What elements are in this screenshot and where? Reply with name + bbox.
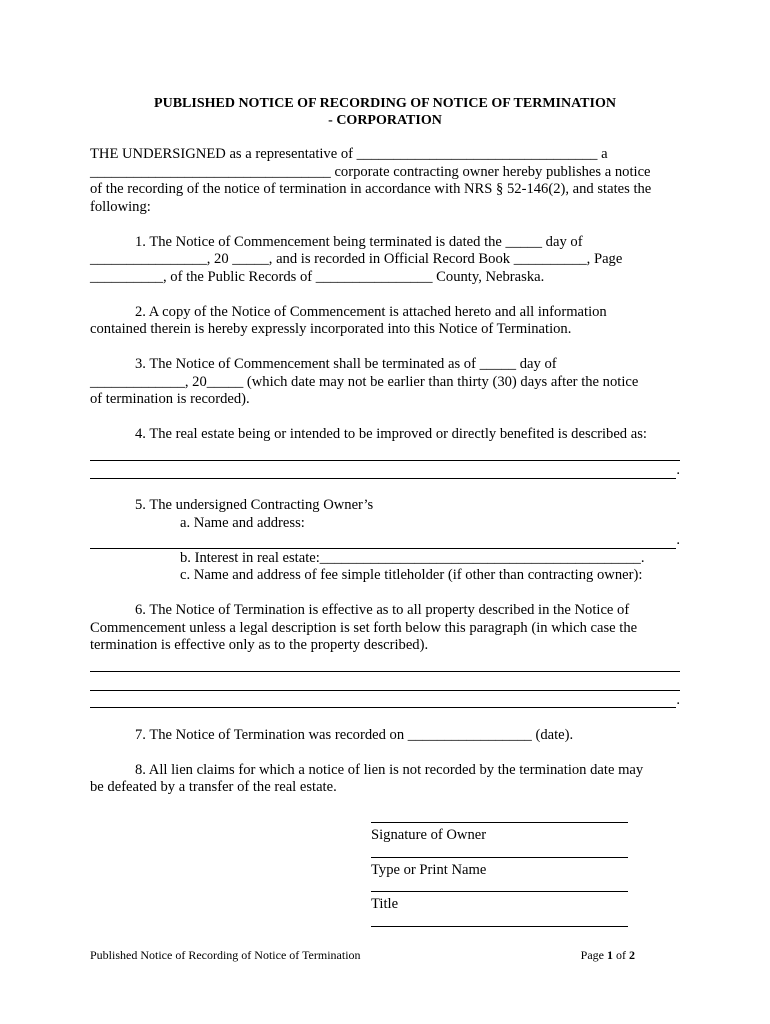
page-indicator — [581, 948, 635, 963]
print-name-label: Type or Print Name — [371, 862, 487, 878]
page-total: 2 — [629, 948, 635, 962]
paragraph-8-line: be defeated by a transfer of the real estate. — [90, 779, 337, 795]
intro-line: of the recording of the notice of termination in accordance with NRS § 52-146(2), and states the — [90, 181, 652, 197]
fill-in-line[interactable] — [90, 462, 680, 480]
paragraph-6-line: termination is effective only as to the property described). — [90, 637, 429, 653]
paragraph-4-line: 4. The real estate being or intended to be improved or directly benefited is described as: — [135, 426, 647, 442]
intro-line: _________________________________ corporate contracting owner hereby publishes a notice — [90, 163, 651, 180]
signature-owner-block[interactable] — [371, 821, 628, 844]
fill-in-line[interactable] — [90, 532, 680, 550]
signature-line[interactable] — [371, 925, 628, 927]
fill-in-line[interactable] — [90, 673, 680, 691]
signature-line[interactable] — [371, 856, 628, 858]
paragraph-5-sub-b: b. Interest in real estate:____________________________________________. — [180, 549, 645, 566]
page-footer — [90, 948, 635, 963]
intro-line: THE UNDERSIGNED as a representative of _________________________________ a — [90, 146, 608, 162]
document-title — [90, 95, 680, 129]
page-prefix: Page — [580, 948, 607, 962]
intro-line: following: — [90, 198, 151, 215]
fill-in-line[interactable] — [90, 444, 680, 462]
fill-in-line[interactable] — [90, 655, 680, 673]
title-line-1: PUBLISHED NOTICE OF RECORDING OF NOTICE OF TERMINATION — [154, 96, 616, 111]
paragraph-3-line: of termination is recorded). — [90, 391, 250, 407]
line-end-period: . — [676, 691, 680, 708]
paragraph-1-line: 1. The Notice of Commencement being terminated is dated the _____ day of — [135, 233, 583, 250]
line-end-period: . — [676, 462, 680, 478]
signature-name-block[interactable] — [371, 856, 628, 879]
signature-title-block[interactable] — [371, 890, 628, 913]
paragraph-5-sub-a: a. Name and address: — [180, 514, 305, 531]
line-end-period: . — [676, 532, 680, 548]
signature-title-line[interactable] — [371, 925, 628, 927]
signature-owner-label: Signature of Owner — [371, 827, 487, 843]
paragraph-5-sub-c: c. Name and address of fee simple titleholder (if other than contracting owner): — [180, 567, 643, 583]
paragraph-3-line: 3. The Notice of Commencement shall be terminated as of _____ day of — [135, 356, 557, 372]
paragraph-6-line: 6. The Notice of Termination is effective as to all property described in the Notice of — [135, 602, 630, 618]
paragraph-8-line: 8. All lien claims for which a notice of lien is not recorded by the termination date may — [135, 761, 644, 778]
document-body — [90, 146, 680, 797]
paragraph-2-line: contained therein is hereby expressly incorporated into this Notice of Termination. — [90, 321, 572, 337]
paragraph-1-line: ________________, 20 _____, and is recorded in Official Record Book __________, Page — [90, 251, 623, 267]
title-line-2: - CORPORATION — [328, 113, 442, 128]
signature-line[interactable] — [371, 821, 628, 823]
page-number: 1 — [607, 948, 613, 962]
paragraph-5-line: 5. The undersigned Contracting Owner’s — [135, 497, 374, 513]
paragraph-1-line: __________, of the Public Records of ________________ County, Nebraska. — [90, 268, 545, 285]
fill-in-line[interactable] — [90, 692, 680, 710]
paragraph-3-line: _____________, 20_____ (which date may not be earlier than thirty (30) days after the notice — [90, 373, 639, 390]
page-of: of — [613, 948, 629, 962]
paragraph-6-line: Commencement unless a legal description is set forth below this paragraph (in which case the — [90, 619, 638, 636]
paragraph-7-line: 7. The Notice of Termination was recorded on _________________ (date). — [135, 726, 574, 743]
footer-document-title: Published Notice of Recording of Notice of Termination — [90, 948, 361, 962]
signature-line[interactable] — [371, 890, 628, 892]
title-label: Title — [371, 896, 399, 912]
paragraph-2-line: 2. A copy of the Notice of Commencement is attached hereto and all information — [135, 303, 607, 320]
